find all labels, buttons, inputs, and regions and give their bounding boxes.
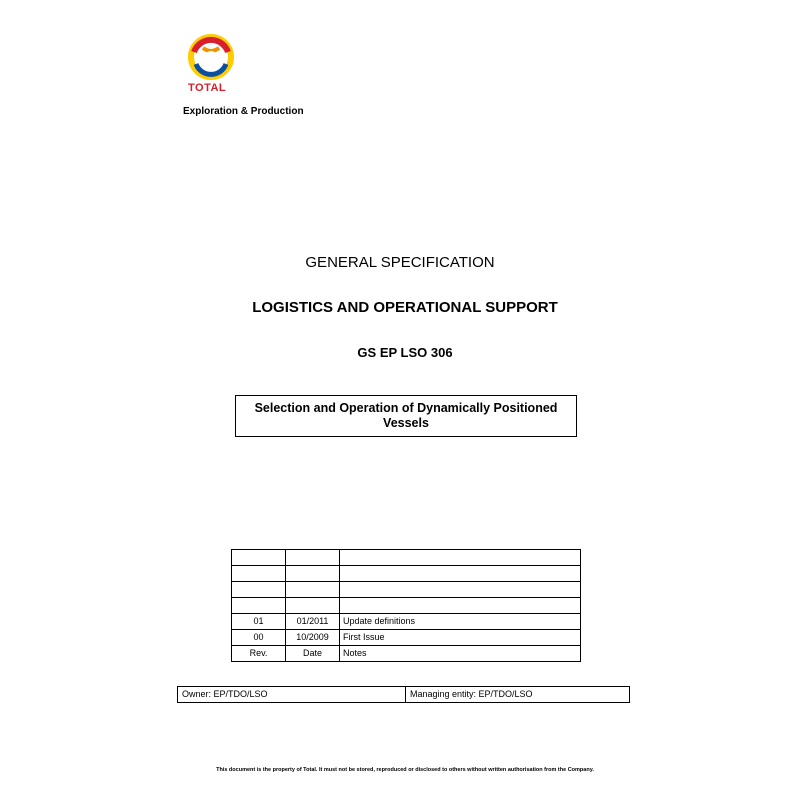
rev-cell: 01 xyxy=(232,614,286,630)
spec-code: GS EP LSO 306 xyxy=(357,345,453,360)
rev-cell xyxy=(232,582,286,598)
table-row xyxy=(232,566,581,582)
date-cell xyxy=(286,550,340,566)
ownership-row xyxy=(177,686,630,703)
revision-table xyxy=(231,549,581,662)
spec-type: GENERAL SPECIFICATION xyxy=(305,254,495,271)
managing-entity-cell: Managing entity: EP/TDO/LSO xyxy=(410,689,533,699)
owner-cell: Owner: EP/TDO/LSO xyxy=(178,687,406,702)
rev-cell xyxy=(232,598,286,614)
table-row xyxy=(232,550,581,566)
table-header-row xyxy=(232,646,581,662)
date-cell: 10/2009 xyxy=(286,630,340,646)
table-row xyxy=(232,582,581,598)
property-notice: This document is the property of Total. It must not be stored, reproduced or disclosed to others without written authorisation from the Company. xyxy=(216,767,594,773)
notes-cell xyxy=(340,582,581,598)
division-label: Exploration & Production xyxy=(183,106,304,117)
document-title: Selection and Operation of Dynamically Positioned Vessels xyxy=(254,401,558,430)
notes-cell: Update definitions xyxy=(340,614,581,630)
document-title-box xyxy=(235,395,577,437)
logo-wordmark: TOTAL xyxy=(188,82,227,94)
table-row xyxy=(232,630,581,646)
notes-cell xyxy=(340,550,581,566)
notes-cell: First Issue xyxy=(340,630,581,646)
table-row xyxy=(232,614,581,630)
total-logo-icon xyxy=(188,34,234,80)
date-cell xyxy=(286,598,340,614)
spec-group: LOGISTICS AND OPERATIONAL SUPPORT xyxy=(252,299,558,316)
notes-header: Notes xyxy=(340,646,581,662)
date-cell xyxy=(286,582,340,598)
rev-cell: 00 xyxy=(232,630,286,646)
table-row xyxy=(232,598,581,614)
date-cell: 01/2011 xyxy=(286,614,340,630)
date-header: Date xyxy=(286,646,340,662)
notes-cell xyxy=(340,598,581,614)
date-cell xyxy=(286,566,340,582)
rev-cell xyxy=(232,566,286,582)
rev-cell xyxy=(232,550,286,566)
notes-cell xyxy=(340,566,581,582)
rev-header: Rev. xyxy=(232,646,286,662)
